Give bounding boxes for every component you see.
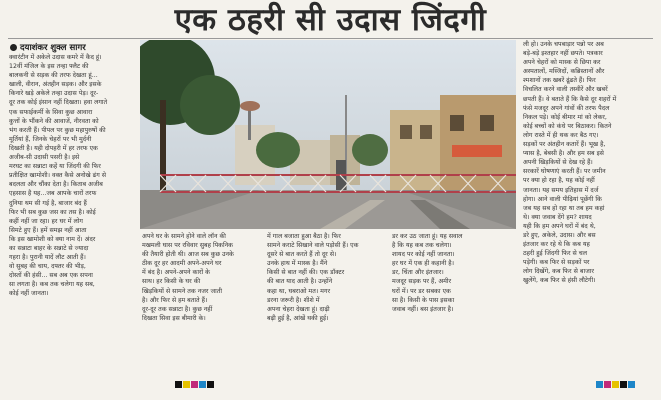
street-photo-image [140,40,516,229]
bottom-column-1: अपने घर के सामने होने वाले लॉन की मखमली घास पर रविवार सुबह पिकनिक की तैयारी होती थी। आज सब कुछ उनके ठीक दूर हर आदमी अपने-अपने घर में बंद है। अपने-अपने कारों के साथ। हर किसी के घर की खिड़कियों से सामने तक नजर जाती है। और फिर से हम बताते हैं। दूर-दूर तक सन्नाटा है। कुछ नहीं दिखता सिवा इस बीमारी के। [142,233,234,322]
byline [10,42,86,53]
left-column: क्वारंटीन में अकेले उदास कमरे में कैद हूं। 12वीं मंजिल के इस तन्हा फ्लैट की बालकनी से सड़क की तरफ देखता हूं... खाली, वीरान, अंतहीन सड़क। और इसके किनारे खड़े अकेले तन्हा उदास पेड़। दूर- दूर तक कोई इंसान नहीं दिखता। हवा लगाते एक सफाईकर्मी के सिवा कुछ आवारा कुत्तों के भौंकने की आवाजें, नीरवता को भंग करती हैं। पीपल पर कुछ महापुरुषों की मूर्तियां हैं, जिनके चेहरों पर भी मुर्दनी दिखती है। यही दोपहरी में हर तरफ एक अजीब-सी उदासी पसरी है। इसे मरघट का सन्नाटा कहें या जिंदगी की फिर प्रतीक्षित खामोशी। वक्त कैसे अनोखे ढंग से बदलता और चौंका देता है। किताब अजीब एहसास है यह...जब आपके चारों तरफ दुनिया थम सी गई है, बाजार बंद हैं फिर भी सब कुछ जस का तस है। कोई कहीं नहीं जा रहा। हर घर में लोग सिमटे हुए हैं। हमें समझ नहीं आता कि इस खामोशी को क्या नाम दें। अंदर का सन्नाटा बाहर के सन्नाटे से ज्यादा गहरा है। पुरानी यादें लौट आती हैं। वो सुबह की चाय, दफ्तर की भीड़, दोस्तों की हंसी... सब अब एक सपना सा लगता है। कब तक चलेगा यह सब, कोई नहीं जानता। [9,54,108,298]
street-photo [140,40,516,229]
right-column: ली हो। उनके चपबाड़ार पन्नो पर अब बड़े-बड़े इश्तहार नहीं छपते। पत्रकार अपने चेहरों को मास्क से छिपा कर अस्पतालों, मस्जिदों, कब्रिस्तानों और श्मशानों तक खबरें ढूंढते हैं। फिर विचलित करने वाली तस्वीरें और खबरें छपती हैं। वे बताते हैं कि कैसे दूर शहरों में फंसे मजदूर अपने गांवों की तरफ पैदल निकल पड़े। कोई बीमार मां को लेकर, कोई बच्चों को कंधे पर बिठाकर। कितने लोग रास्ते में ही थक कर बैठ गए। सड़कों पर अंतहीन कतारें हैं। भूख है, प्यास है, बेबसी है। और हम सब इसे अपनी खिड़कियों से देख रहे हैं। सरकारें घोषणाएं करती हैं। पर जमीन पर क्या हो रहा है, यह कोई नहीं जानता। यह समय इतिहास में दर्ज होगा। आने वाली पीढ़ियां पूछेंगी कि जब यह सब हो रहा था तब हम कहां थे। क्या जवाब देंगे हम? शायद यही कि हम अपने घरों में बंद थे, डरे हुए, अकेले, उदास। और बस इंतजार कर रहे थे कि कब यह ठहरी हुई जिंदगी फिर से चल पड़ेगी। कब फिर से सड़कों पर लोग दिखेंगे, कब फिर से बाजार खुलेंगे, कब फिर से हंसी लौटेगी। [523,41,617,285]
registration-marks-left [175,381,215,388]
byline-author: दयाशंकर शुक्ल सागर [20,43,86,53]
headline-rule [8,38,653,39]
bottom-column-3: डर कर उठ जाता हूं। यह सवाल है कि यह कब तक चलेगा। शायद पर कोई नहीं जानता। हर घर में एक ही कहानी है। डर, चिंता और इंतजार। मजदूर सड़क पर हैं, अमीर घरों में। पर डर सबका एक सा है। किसी के पास इसका जवाब नहीं। बस इंतजार है। [392,233,463,313]
bottom-column-2: में गाल बजाता हुआ बैठा है। फिर सामने कराटे सिखाने वाले पड़ोसी हैं। एक दूसरे से बात करते हैं तो दूर से। उनके हाथ में मास्क है। मैंने किसी से बात नहीं की। एक डॉक्टर की बात याद आती है। उन्होंने कहा था, घबराओ मत। मगर डरना जरूरी है। शीशे में अपना चेहरा देखता हूं। दाढ़ी बढ़ी हुई है, आंखें थकी हुई। [267,233,359,322]
registration-marks-right [596,381,636,388]
byline-bullet-icon [10,44,17,51]
headline: एक ठहरी सी उदास जिंदगी [174,2,487,38]
